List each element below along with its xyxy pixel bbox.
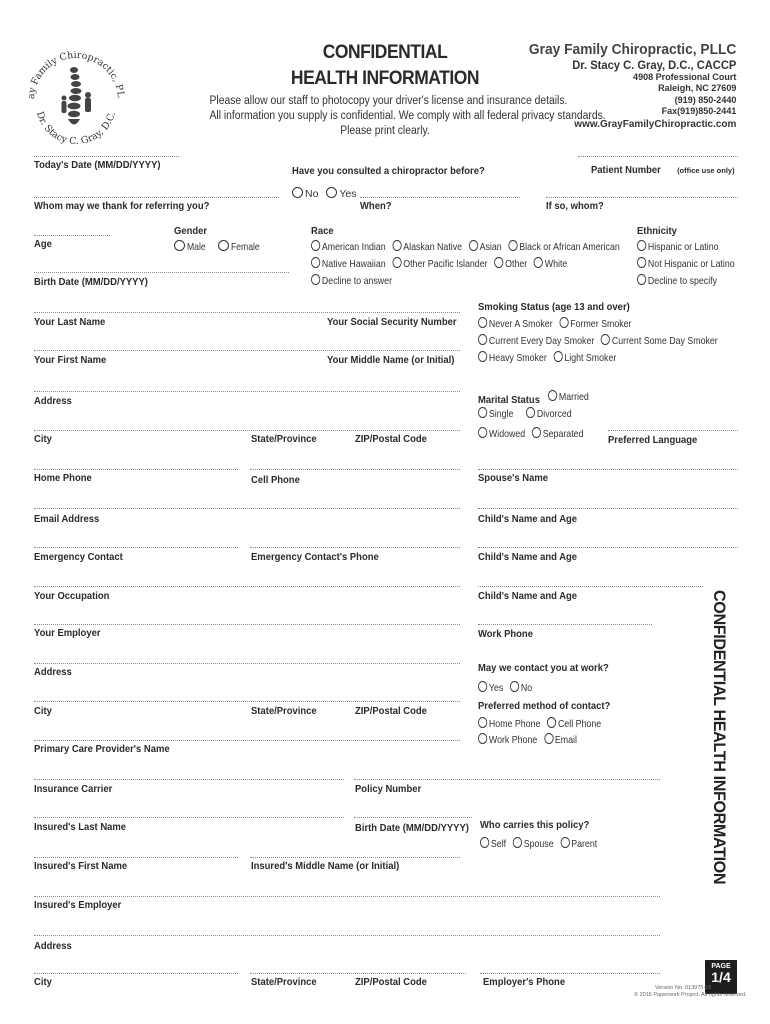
smoking-never-option[interactable]: Never A Smoker bbox=[478, 317, 553, 330]
first-name-label: Your First Name bbox=[34, 354, 107, 366]
employer-address-field[interactable] bbox=[34, 663, 460, 664]
note-line2: All information you supply is confidential. We comply with all federal privacy standards. bbox=[209, 110, 606, 122]
employer-address-label: Address bbox=[34, 666, 72, 678]
employer-city-label: City bbox=[34, 705, 52, 717]
race-white-option[interactable]: White bbox=[534, 257, 567, 270]
work-phone-label: Work Phone bbox=[478, 628, 533, 640]
city-label: City bbox=[34, 433, 52, 445]
last-name-ssn-field[interactable] bbox=[34, 312, 460, 313]
carrier-spouse-option[interactable]: Spouse bbox=[513, 837, 554, 850]
radio-circle-icon[interactable] bbox=[534, 257, 543, 268]
radio-circle-icon[interactable] bbox=[311, 257, 320, 268]
marital-row2 bbox=[478, 427, 588, 440]
radio-circle-icon[interactable] bbox=[510, 681, 519, 692]
preferred-language-label: Preferred Language bbox=[608, 434, 698, 446]
first-middle-name-field[interactable] bbox=[34, 350, 460, 351]
radio-circle-icon[interactable] bbox=[478, 681, 487, 692]
middle-name-label: Your Middle Name (or Initial) bbox=[327, 354, 455, 366]
contact-row2 bbox=[478, 733, 581, 746]
insured-middle-name-label: Insured's Middle Name (or Initial) bbox=[251, 860, 400, 872]
marital-divorced-option[interactable]: Divorced bbox=[526, 407, 572, 420]
gender-female-option[interactable]: Female bbox=[218, 240, 266, 253]
contact-cell-phone-option[interactable]: Cell Phone bbox=[547, 717, 601, 730]
race-asian-option[interactable]: Asian bbox=[469, 240, 502, 253]
child1-field[interactable] bbox=[478, 508, 738, 509]
ethnicity-label: Ethnicity bbox=[637, 225, 677, 237]
emergency-phone-field[interactable] bbox=[250, 547, 460, 548]
contact-row1 bbox=[478, 717, 605, 730]
race-row2 bbox=[311, 257, 572, 270]
referrer-field[interactable] bbox=[34, 197, 279, 198]
insured-state-label: State/Province bbox=[251, 976, 317, 988]
race-label: Race bbox=[311, 225, 334, 237]
todays-date-label: Today's Date (MM/DD/YYYY) bbox=[34, 159, 161, 171]
consulted-yes-option[interactable]: Yes bbox=[326, 187, 356, 200]
carrier-parent-option[interactable]: Parent bbox=[560, 837, 597, 850]
radio-circle-icon[interactable] bbox=[478, 733, 487, 744]
carrier-options bbox=[480, 837, 601, 850]
note-line3: Please print clearly. bbox=[340, 125, 430, 137]
radio-circle-icon[interactable] bbox=[478, 427, 487, 438]
consulted-no-option[interactable]: No bbox=[292, 187, 318, 200]
ssn-label: Your Social Security Number bbox=[327, 316, 457, 328]
contact-work-no-option[interactable]: No bbox=[510, 681, 532, 694]
insured-address-label: Address bbox=[34, 940, 72, 952]
insured-state-zip-field[interactable] bbox=[250, 973, 466, 974]
form-title-line1: CONFIDENTIAL bbox=[322, 42, 448, 63]
when-field[interactable] bbox=[360, 197, 520, 198]
insured-last-name-field[interactable] bbox=[34, 817, 344, 818]
marital-married-option[interactable]: Married bbox=[548, 390, 589, 403]
radio-circle-icon[interactable] bbox=[544, 733, 553, 744]
emergency-contact-label: Emergency Contact bbox=[34, 551, 123, 563]
radio-circle-icon[interactable] bbox=[478, 407, 487, 418]
page-label: PAGE bbox=[711, 963, 731, 970]
contact-email-option[interactable]: Email bbox=[544, 733, 577, 746]
carrier-self-option[interactable]: Self bbox=[480, 837, 506, 850]
marital-status-group bbox=[478, 390, 547, 408]
contact-work-phone-option[interactable]: Work Phone bbox=[478, 733, 537, 746]
clinic-name: Gray Family Chiropractic, PLLC bbox=[528, 42, 736, 58]
child3-label: Child's Name and Age bbox=[478, 590, 578, 602]
todays-date-field[interactable] bbox=[34, 156, 179, 157]
insurance-carrier-label: Insurance Carrier bbox=[34, 783, 113, 795]
clinic-info bbox=[518, 42, 736, 130]
race-native-hawaiian-option[interactable]: Native Hawaiian bbox=[311, 257, 386, 270]
radio-circle-icon[interactable] bbox=[526, 407, 535, 418]
birth-date-field[interactable] bbox=[34, 272, 289, 273]
gender-male-option[interactable]: Male bbox=[174, 240, 210, 253]
radio-circle-icon[interactable] bbox=[174, 240, 185, 251]
version-number: Version No. 013975-18 bbox=[655, 985, 712, 991]
clinic-website: www.GrayFamilyChiropractic.com bbox=[573, 117, 736, 130]
employer-zip-label: ZIP/Postal Code bbox=[355, 705, 427, 717]
radio-circle-icon[interactable] bbox=[547, 717, 556, 728]
consulted-before-label: Have you consulted a chiropractor before? bbox=[292, 165, 485, 177]
race-other-option[interactable]: Other bbox=[494, 257, 527, 270]
smoking-status-label: Smoking Status (age 13 and over) bbox=[478, 301, 630, 313]
ethnicity-opt-1[interactable]: Hispanic or Latino bbox=[637, 240, 719, 253]
zip-label: ZIP/Postal Code bbox=[355, 433, 427, 445]
email-label: Email Address bbox=[34, 513, 100, 525]
radio-circle-icon[interactable] bbox=[532, 427, 541, 438]
insured-employer-field[interactable] bbox=[34, 896, 660, 897]
insured-city-field[interactable] bbox=[34, 973, 238, 974]
smoking-row2 bbox=[478, 334, 722, 347]
page-number: 1/4 bbox=[711, 969, 731, 985]
radio-circle-icon[interactable] bbox=[478, 334, 487, 345]
logo-arc-top: ay Family Chiropractic, PL bbox=[25, 49, 126, 100]
occupation-field[interactable] bbox=[34, 586, 460, 587]
clinic-phone: (919) 850-2440 bbox=[674, 94, 736, 106]
logo-arc-bottom: Dr. Stacy C. Gray, D.C. bbox=[33, 110, 119, 148]
radio-circle-icon[interactable] bbox=[392, 257, 401, 268]
cell-phone-label: Cell Phone bbox=[251, 474, 300, 486]
marital-widowed-option[interactable]: Widowed bbox=[478, 427, 525, 440]
insured-birth-date-field[interactable] bbox=[354, 817, 472, 818]
address-field[interactable] bbox=[34, 391, 460, 392]
marital-row1 bbox=[478, 407, 576, 420]
insurance-carrier-field[interactable] bbox=[34, 779, 344, 780]
insured-birth-date-label: Birth Date (MM/DD/YYYY) bbox=[355, 822, 469, 834]
radio-circle-icon[interactable] bbox=[292, 187, 303, 198]
occupation-label: Your Occupation bbox=[34, 590, 110, 602]
radio-circle-icon[interactable] bbox=[478, 351, 487, 362]
cell-phone-field[interactable] bbox=[250, 469, 460, 470]
pcp-label: Primary Care Provider's Name bbox=[34, 743, 170, 755]
radio-circle-icon[interactable] bbox=[559, 317, 568, 328]
smoking-heavy-option[interactable]: Heavy Smoker bbox=[478, 351, 547, 364]
policy-number-label: Policy Number bbox=[355, 783, 422, 795]
smoking-some-day-option[interactable]: Current Some Day Smoker bbox=[601, 334, 718, 347]
clinic-logo bbox=[22, 40, 130, 148]
insured-first-name-field[interactable] bbox=[34, 857, 238, 858]
employer-state-label: State/Province bbox=[251, 705, 317, 717]
radio-circle-icon[interactable] bbox=[637, 240, 646, 251]
race-black-option[interactable]: Black or African American bbox=[508, 240, 619, 253]
child1-label: Child's Name and Age bbox=[478, 513, 578, 525]
note-line1: Please allow our staff to photocopy your driver's license and insurance details. bbox=[209, 95, 568, 107]
email-field[interactable] bbox=[34, 508, 460, 509]
clinic-fax: Fax(919)850-2441 bbox=[661, 106, 736, 118]
marital-single-option[interactable]: Single bbox=[478, 407, 513, 420]
radio-circle-icon[interactable] bbox=[508, 240, 517, 251]
contact-work-options bbox=[478, 681, 536, 694]
radio-circle-icon[interactable] bbox=[311, 240, 320, 251]
state-label: State/Province bbox=[251, 433, 317, 445]
marital-separated-option[interactable]: Separated bbox=[532, 427, 584, 440]
side-confidential-label: CONFIDENTIAL HEALTH INFORMATION bbox=[710, 590, 729, 885]
radio-circle-icon[interactable] bbox=[553, 351, 562, 362]
work-phone-field[interactable] bbox=[478, 624, 652, 625]
smoking-light-option[interactable]: Light Smoker bbox=[553, 351, 616, 364]
pcp-field[interactable] bbox=[34, 740, 460, 741]
insured-city-label: City bbox=[34, 976, 52, 988]
policy-number-field[interactable] bbox=[354, 779, 660, 780]
gender-label: Gender bbox=[174, 225, 208, 237]
marital-status-label: Marital Status bbox=[478, 394, 540, 406]
emergency-phone-label: Emergency Contact's Phone bbox=[251, 551, 379, 563]
insured-address-field[interactable] bbox=[34, 935, 660, 936]
referrer-label: Whom may we thank for referring you? bbox=[34, 200, 210, 212]
employer-label: Your Employer bbox=[34, 627, 101, 639]
smoking-former-option[interactable]: Former Smoker bbox=[559, 317, 631, 330]
employer-city-field[interactable] bbox=[34, 701, 460, 702]
contact-home-phone-option[interactable]: Home Phone bbox=[478, 717, 540, 730]
clinic-street: 4908 Professional Court bbox=[632, 72, 736, 83]
copyright-notice: © 2015 Paperwork Project. All rights reserved. bbox=[634, 992, 747, 998]
radio-circle-icon[interactable] bbox=[601, 334, 610, 345]
radio-circle-icon[interactable] bbox=[326, 187, 337, 198]
home-phone-field[interactable] bbox=[34, 469, 238, 470]
preferred-contact-label: Preferred method of contact? bbox=[478, 700, 611, 712]
insured-zip-label: ZIP/Postal Code bbox=[355, 976, 427, 988]
radio-circle-icon[interactable] bbox=[637, 274, 646, 285]
ethnicity-opt-3[interactable]: Decline to specify bbox=[637, 274, 717, 287]
race-decline-option[interactable]: Decline to answer bbox=[311, 274, 392, 287]
child3-field[interactable] bbox=[478, 586, 703, 587]
spine-logo-icon bbox=[22, 40, 130, 148]
smoking-row1 bbox=[478, 317, 636, 330]
employer-phone-field[interactable] bbox=[480, 973, 660, 974]
insured-last-name-label: Insured's Last Name bbox=[34, 821, 127, 833]
ethnicity-opt-2[interactable]: Not Hispanic or Latino bbox=[637, 257, 735, 270]
gender-options bbox=[174, 240, 271, 253]
age-label: Age bbox=[34, 238, 52, 250]
birth-date-label: Birth Date (MM/DD/YYYY) bbox=[34, 276, 148, 288]
insured-middle-name-field[interactable] bbox=[250, 857, 460, 858]
child2-field[interactable] bbox=[478, 547, 738, 548]
patient-number-label: Patient Number bbox=[591, 164, 661, 176]
patient-number-group bbox=[591, 160, 735, 178]
radio-circle-icon[interactable] bbox=[548, 390, 557, 401]
employer-phone-label: Employer's Phone bbox=[483, 976, 566, 988]
radio-circle-icon[interactable] bbox=[513, 837, 522, 848]
if-so-whom-label: If so, whom? bbox=[546, 200, 604, 212]
smoking-every-day-option[interactable]: Current Every Day Smoker bbox=[478, 334, 594, 347]
address-label: Address bbox=[34, 395, 72, 407]
home-phone-label: Home Phone bbox=[34, 472, 92, 484]
patient-number-field[interactable] bbox=[578, 156, 738, 157]
radio-circle-icon[interactable] bbox=[478, 717, 487, 728]
smoking-row3 bbox=[478, 351, 621, 364]
spouse-name-label: Spouse's Name bbox=[478, 472, 549, 484]
age-field[interactable] bbox=[34, 235, 110, 236]
insured-first-name-label: Insured's First Name bbox=[34, 860, 128, 872]
consulted-options bbox=[292, 187, 362, 200]
race-row3 bbox=[311, 274, 396, 287]
radio-circle-icon[interactable] bbox=[469, 240, 478, 251]
emergency-contact-field[interactable] bbox=[34, 547, 238, 548]
office-use-only: (office use only) bbox=[677, 166, 735, 175]
race-alaskan-native-option[interactable]: Alaskan Native bbox=[392, 240, 462, 253]
race-row1 bbox=[311, 240, 624, 253]
contact-work-yes-option[interactable]: Yes bbox=[478, 681, 503, 694]
when-label: When? bbox=[360, 200, 392, 212]
who-carries-label: Who carries this policy? bbox=[480, 819, 590, 831]
clinic-city: Raleigh, NC 27609 bbox=[657, 83, 736, 95]
employer-field[interactable] bbox=[34, 624, 460, 625]
radio-circle-icon[interactable] bbox=[478, 317, 487, 328]
child2-label: Child's Name and Age bbox=[478, 551, 578, 563]
radio-circle-icon[interactable] bbox=[392, 240, 401, 251]
radio-circle-icon[interactable] bbox=[218, 240, 229, 251]
last-name-label: Your Last Name bbox=[34, 316, 106, 328]
form-title-line2: HEALTH INFORMATION bbox=[290, 68, 480, 89]
preferred-language-field[interactable] bbox=[608, 430, 738, 431]
race-american-indian-option[interactable]: American Indian bbox=[311, 240, 386, 253]
contact-at-work-label: May we contact you at work? bbox=[478, 662, 609, 674]
insured-employer-label: Insured's Employer bbox=[34, 899, 122, 911]
race-pacific-islander-option[interactable]: Other Pacific Islander bbox=[392, 257, 487, 270]
city-state-zip-field[interactable] bbox=[34, 430, 460, 431]
if-so-whom-field[interactable] bbox=[546, 197, 738, 198]
radio-circle-icon[interactable] bbox=[560, 837, 569, 848]
radio-circle-icon[interactable] bbox=[637, 257, 646, 268]
radio-circle-icon[interactable] bbox=[480, 837, 489, 848]
radio-circle-icon[interactable] bbox=[494, 257, 503, 268]
clinic-doctor: Dr. Stacy C. Gray, D.C., CACCP bbox=[571, 58, 736, 72]
radio-circle-icon[interactable] bbox=[311, 274, 320, 285]
spouse-name-field[interactable] bbox=[478, 469, 738, 470]
